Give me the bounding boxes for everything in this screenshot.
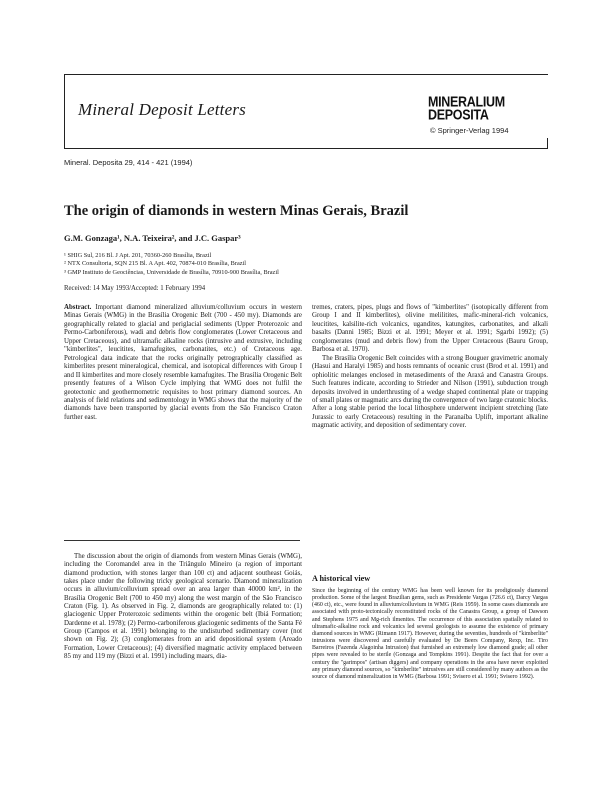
affiliation-line: ¹ SHIG Sul, 216 Bl. J Apt. 201, 70360-260 Brasília, Brazil: [64, 252, 212, 259]
historical-view-text: [312, 588, 548, 681]
received-accepted-dates: Received: 14 May 1993/Accepted: 1 February 1994: [64, 285, 206, 292]
paragraph: The Brasília Orogenic Belt coincides with a strong Bouguer gravimetric anomaly (Hasui and Haralyi 1985) and hosts remnants of oceanic crust (Brod et al. 1991) and ophiolitic melanges enclosed in metasediments of the Araxá and Canastra Groups. Such features indicate, according to Strieder and Nilson (1991), subduction trough deposits involved in underthrusting of a wedge shaped continental plate or trapping of small plates or magmatic arcs during the convergence of two large cratonic blocks. After a long stable period the local lithosphere underwent incipient stretching (late Jurassic to early Cretaceous) resulting in the Paranaíba Uplift, important alkaline magmatic activity, and deposition of sedimentary cover.: [312, 354, 548, 430]
journal-citation: Mineral. Deposita 29, 414 - 421 (1994): [64, 158, 193, 167]
header-rule-top: [64, 74, 548, 75]
affiliation-line: ³ GMP Instituto de Geociências, Universidade de Brasília, 70910-900 Brasília, Brazil: [64, 268, 279, 276]
logo-line-2: DEPOSITA: [428, 106, 489, 123]
introduction-text: [64, 553, 302, 661]
section-heading: A historical view: [312, 574, 371, 583]
author-affiliations: [64, 252, 279, 277]
header-rule-right: [547, 138, 548, 148]
header-rule-left: [64, 74, 65, 148]
paragraph: tremes, craters, pipes, plugs and flows of "kimberlites" (isotopically different from Group I and II kimberlites), olivine melilitites, mafic-mineral-rich volcanics, leucitites, kalsilite-rich volcanics, ugandites, katungites, carbonatites, and alkali basalts (Danni 1985; Bizzi et al. 1991; Meyer et al. 1991; Sgarbi 1992); (5) conglomerates (mud and debris flow) from the Upper Cretaceous (Bauru Group, Barbosa et al. 1970).: [312, 304, 548, 354]
paragraph: The discussion about the origin of diamonds from western Minas Gerais (WMG), including the Coromandel area in the Triângulo Mineiro (a region of important diamond production, with stones larger than 100 ct) and adjacent southeast Goiás, takes place under the following tricky geological scenario. Diamond mineralization occurs in alluvium/colluvium spread over an area larger than 40000 km², in the Brasília Orogenic Belt (700 to 450 my) along the west margin of the São Francisco Craton (Fig. 1). As observed in Fig. 2, diamonds are geographically related to: (1) glaciogenic Upper Proterozoic sediments within the orogenic belt (Ibiá Formation; Dardenne et al. 1978); (2) Permo-carboniferous glaciogenic sediments of the Santa Fé Group (Campos et al. 1991) belonging to the undisturbed sedimentary cover (not shown on Fig. 2); (3) conglomerates from an arid depositional system (Areado Formation, Lower Cretaceous); (4) diversified magmatic activity emplaced between 85 my and 119 my (Bizzi et al. 1991) including maars, dia-: [64, 553, 302, 661]
publisher-copyright: © Springer-Verlag 1994: [430, 126, 509, 135]
abstract-block: [64, 304, 302, 422]
logo-line-1: MINERALIUM: [428, 93, 505, 110]
abstract-text: Important diamond mineralized alluvium/colluvium occurs in western Minas Gerais (WMG) in the Brasília Orogenic Belt (700 - 450 my). Diamonds are geographically related to glacial and periglacial sediments (Upper Proterozoic and Permo-Carboniferous), wadi and debris flow conglomerates (Lower Cretaceous and Upper Cretaceous), and ultramafic alkaline rocks (intrusive and extrusive, including "kimberlites", leucitites, kamafugites, carbonatites, etc.) of Cretaceous age. Petrological data indicate that the rocks originally petrographically classified as kimberlites present mineralogical, chemical, and isotopical differences with Group I and II kimberlites and more closely resemble kamafugites. The Brasília Orogenic Belt presently features of a Wilson Cycle implying that WMG does not fulfil the geotectonic and geothermometric requisites to host primary diamond sources. An analysis of field relations and sedimentology in WMG shows that the majority of the diamonds have been transported by glacial events from the São Francisco Craton further east.: [64, 304, 302, 421]
right-column-intro: [312, 304, 548, 431]
abstract-label: Abstract.: [64, 304, 92, 311]
journal-logo: [428, 93, 528, 123]
article-title: The origin of diamonds in western Minas Gerais, Brazil: [64, 203, 409, 219]
affiliation-line: ² NTX Consultoria, SQN 215 Bl. A Apt. 402, 70874-010 Brasília, Brazil: [64, 260, 247, 268]
abstract-divider: [64, 540, 300, 541]
article-authors: G.M. Gonzaga¹, N.A. Teixeira², and J.C. Gaspar³: [64, 233, 241, 243]
header-rule-bottom: [64, 148, 548, 149]
paragraph: Since the beginning of the century WMG has been well known for its prodigiously diamond production. Some of the largest Brazilian gems, such as Presidente Vargas (726.6 ct), Darcy Vargas (460 ct), etc., were found in alluvium/colluvium in WMG (Reis 1959). In some cases diamonds are associated with proto-tectonically reconstituted rocks of the Canastra Group, a group of Dawson and Stephens 1975 and Mg-rich ilmenites. The occurrence of this association spatially related to ultramafic-alkaline rock and volcanics led several geologists to assume the existence of primary diamond sources in WMG (Rimann 1917). However, during the seventies, hundreds of "kimberlite" intrusions were discovered and carefully evaluated by De Beers Company, Rexp, Inc. Tiro Barreiros (Fazenda Alagoinha Intrusion) that furnished an extremely low diamond grade; all other pipes were revealed to be sterile (Gonzaga and Tompkins 1991). Despite the fact that for over a century the "garimpos" (artisan diggers) and company operations in the area have never exploited any primary diamond sources, so "kimberlite" intrusives are still considered by many authors as the source of diamond mineralization in WMG (Barbosa 1991; Svisero et al. 1991; Svisero 1992).: [312, 588, 548, 680]
journal-title: Mineral Deposit Letters: [78, 100, 246, 119]
